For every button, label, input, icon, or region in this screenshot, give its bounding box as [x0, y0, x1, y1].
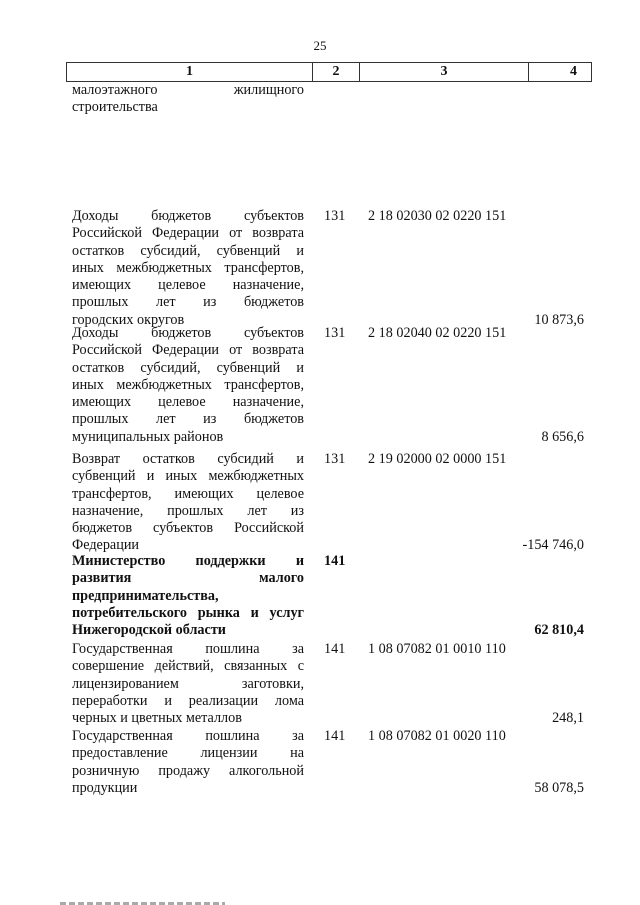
table-row — [72, 641, 592, 727]
row-description — [72, 325, 304, 446]
description-line: Государственная пошлина за — [72, 728, 304, 744]
description-line: совершение действий, связанных с — [72, 658, 304, 675]
header-col-1: 1 — [67, 63, 313, 81]
row-description — [72, 728, 304, 797]
amount: 58 078,5 — [534, 779, 584, 796]
description-line: Возврат остатков субсидий и — [72, 451, 304, 467]
description-line: развития малого — [72, 570, 304, 587]
table-row — [72, 553, 592, 639]
admin-code: 141 — [324, 728, 346, 744]
description-line: бюджетов субъектов Российской — [72, 520, 304, 537]
row-description — [72, 82, 304, 117]
amount: 62 810,4 — [534, 622, 584, 639]
admin-code: 141 — [324, 553, 346, 569]
description-line: Российской Федерации от возврата — [72, 225, 304, 242]
description-line: лицензированием заготовки, — [72, 675, 304, 692]
description-line: трансфертов, имеющих целевое — [72, 485, 304, 502]
admin-code: 131 — [324, 325, 346, 341]
description-line: имеющих целевое назначение, — [72, 277, 304, 294]
description-line: муниципальных районов — [72, 428, 224, 445]
description-line: продукции — [72, 779, 138, 796]
table-row — [72, 728, 592, 797]
table-row — [72, 208, 592, 329]
description-line: иных межбюджетных трансфертов, — [72, 259, 304, 276]
description-line: Российской Федерации от возврата — [72, 342, 304, 359]
description-line: предоставление лицензии на — [72, 745, 304, 762]
description-line: остатков субсидий, субвенций и — [72, 242, 304, 259]
description-line: предпринимательства, — [72, 587, 219, 604]
description-line: Доходы бюджетов субъектов — [72, 208, 304, 224]
description-line: прошлых лет из бюджетов — [72, 294, 304, 311]
table-header — [66, 62, 592, 82]
description-line: потребительского рынка и услуг — [72, 604, 304, 621]
budget-code: 1 08 07082 01 0010 110 — [368, 641, 506, 657]
budget-code: 2 18 02040 02 0220 151 — [368, 325, 507, 341]
description-line: Нижегородской области — [72, 622, 226, 639]
admin-code: 141 — [324, 641, 346, 657]
description-line: назначение, прошлых лет из — [72, 502, 304, 519]
description-line: строительства — [72, 99, 158, 116]
table-row — [72, 325, 592, 446]
description-line: переработки и реализации лома — [72, 692, 304, 709]
description-line: Федерации — [72, 537, 140, 554]
row-description — [72, 208, 304, 329]
admin-code: 131 — [324, 451, 346, 467]
budget-code: 1 08 07082 01 0020 110 — [368, 728, 506, 744]
description-line: городских округов — [72, 311, 185, 328]
description-line: Доходы бюджетов субъектов — [72, 325, 304, 341]
header-col-2: 2 — [313, 63, 360, 81]
description-line: Министерство поддержки и — [72, 553, 304, 569]
description-line: розничную продажу алкогольной — [72, 762, 304, 779]
budget-code: 2 18 02030 02 0220 151 — [368, 208, 507, 224]
table-row — [72, 82, 592, 117]
description-line: остатков субсидий, субвенций и — [72, 359, 304, 376]
description-line: прошлых лет из бюджетов — [72, 411, 304, 428]
amount: 248,1 — [552, 710, 584, 727]
admin-code: 131 — [324, 208, 346, 224]
description-line: иных межбюджетных трансфертов, — [72, 376, 304, 393]
table-row — [72, 451, 592, 555]
amount: 8 656,6 — [541, 428, 584, 445]
description-line: субвенций и иных межбюджетных — [72, 468, 304, 485]
header-col-4: 4 — [570, 64, 577, 79]
amount: 10 873,6 — [534, 311, 584, 328]
description-line: черных и цветных металлов — [72, 710, 242, 727]
amount: -154 746,0 — [522, 537, 584, 554]
description-line: Государственная пошлина за — [72, 641, 304, 657]
description-line: имеющих целевое назначение, — [72, 394, 304, 411]
row-description — [72, 553, 304, 639]
budget-code: 2 19 02000 02 0000 151 — [368, 451, 507, 467]
header-col-3: 3 — [360, 63, 529, 81]
row-description — [72, 451, 304, 555]
page-number: 25 — [313, 38, 327, 53]
row-description — [72, 641, 304, 727]
description-line: малоэтажного жилищного — [72, 82, 304, 98]
